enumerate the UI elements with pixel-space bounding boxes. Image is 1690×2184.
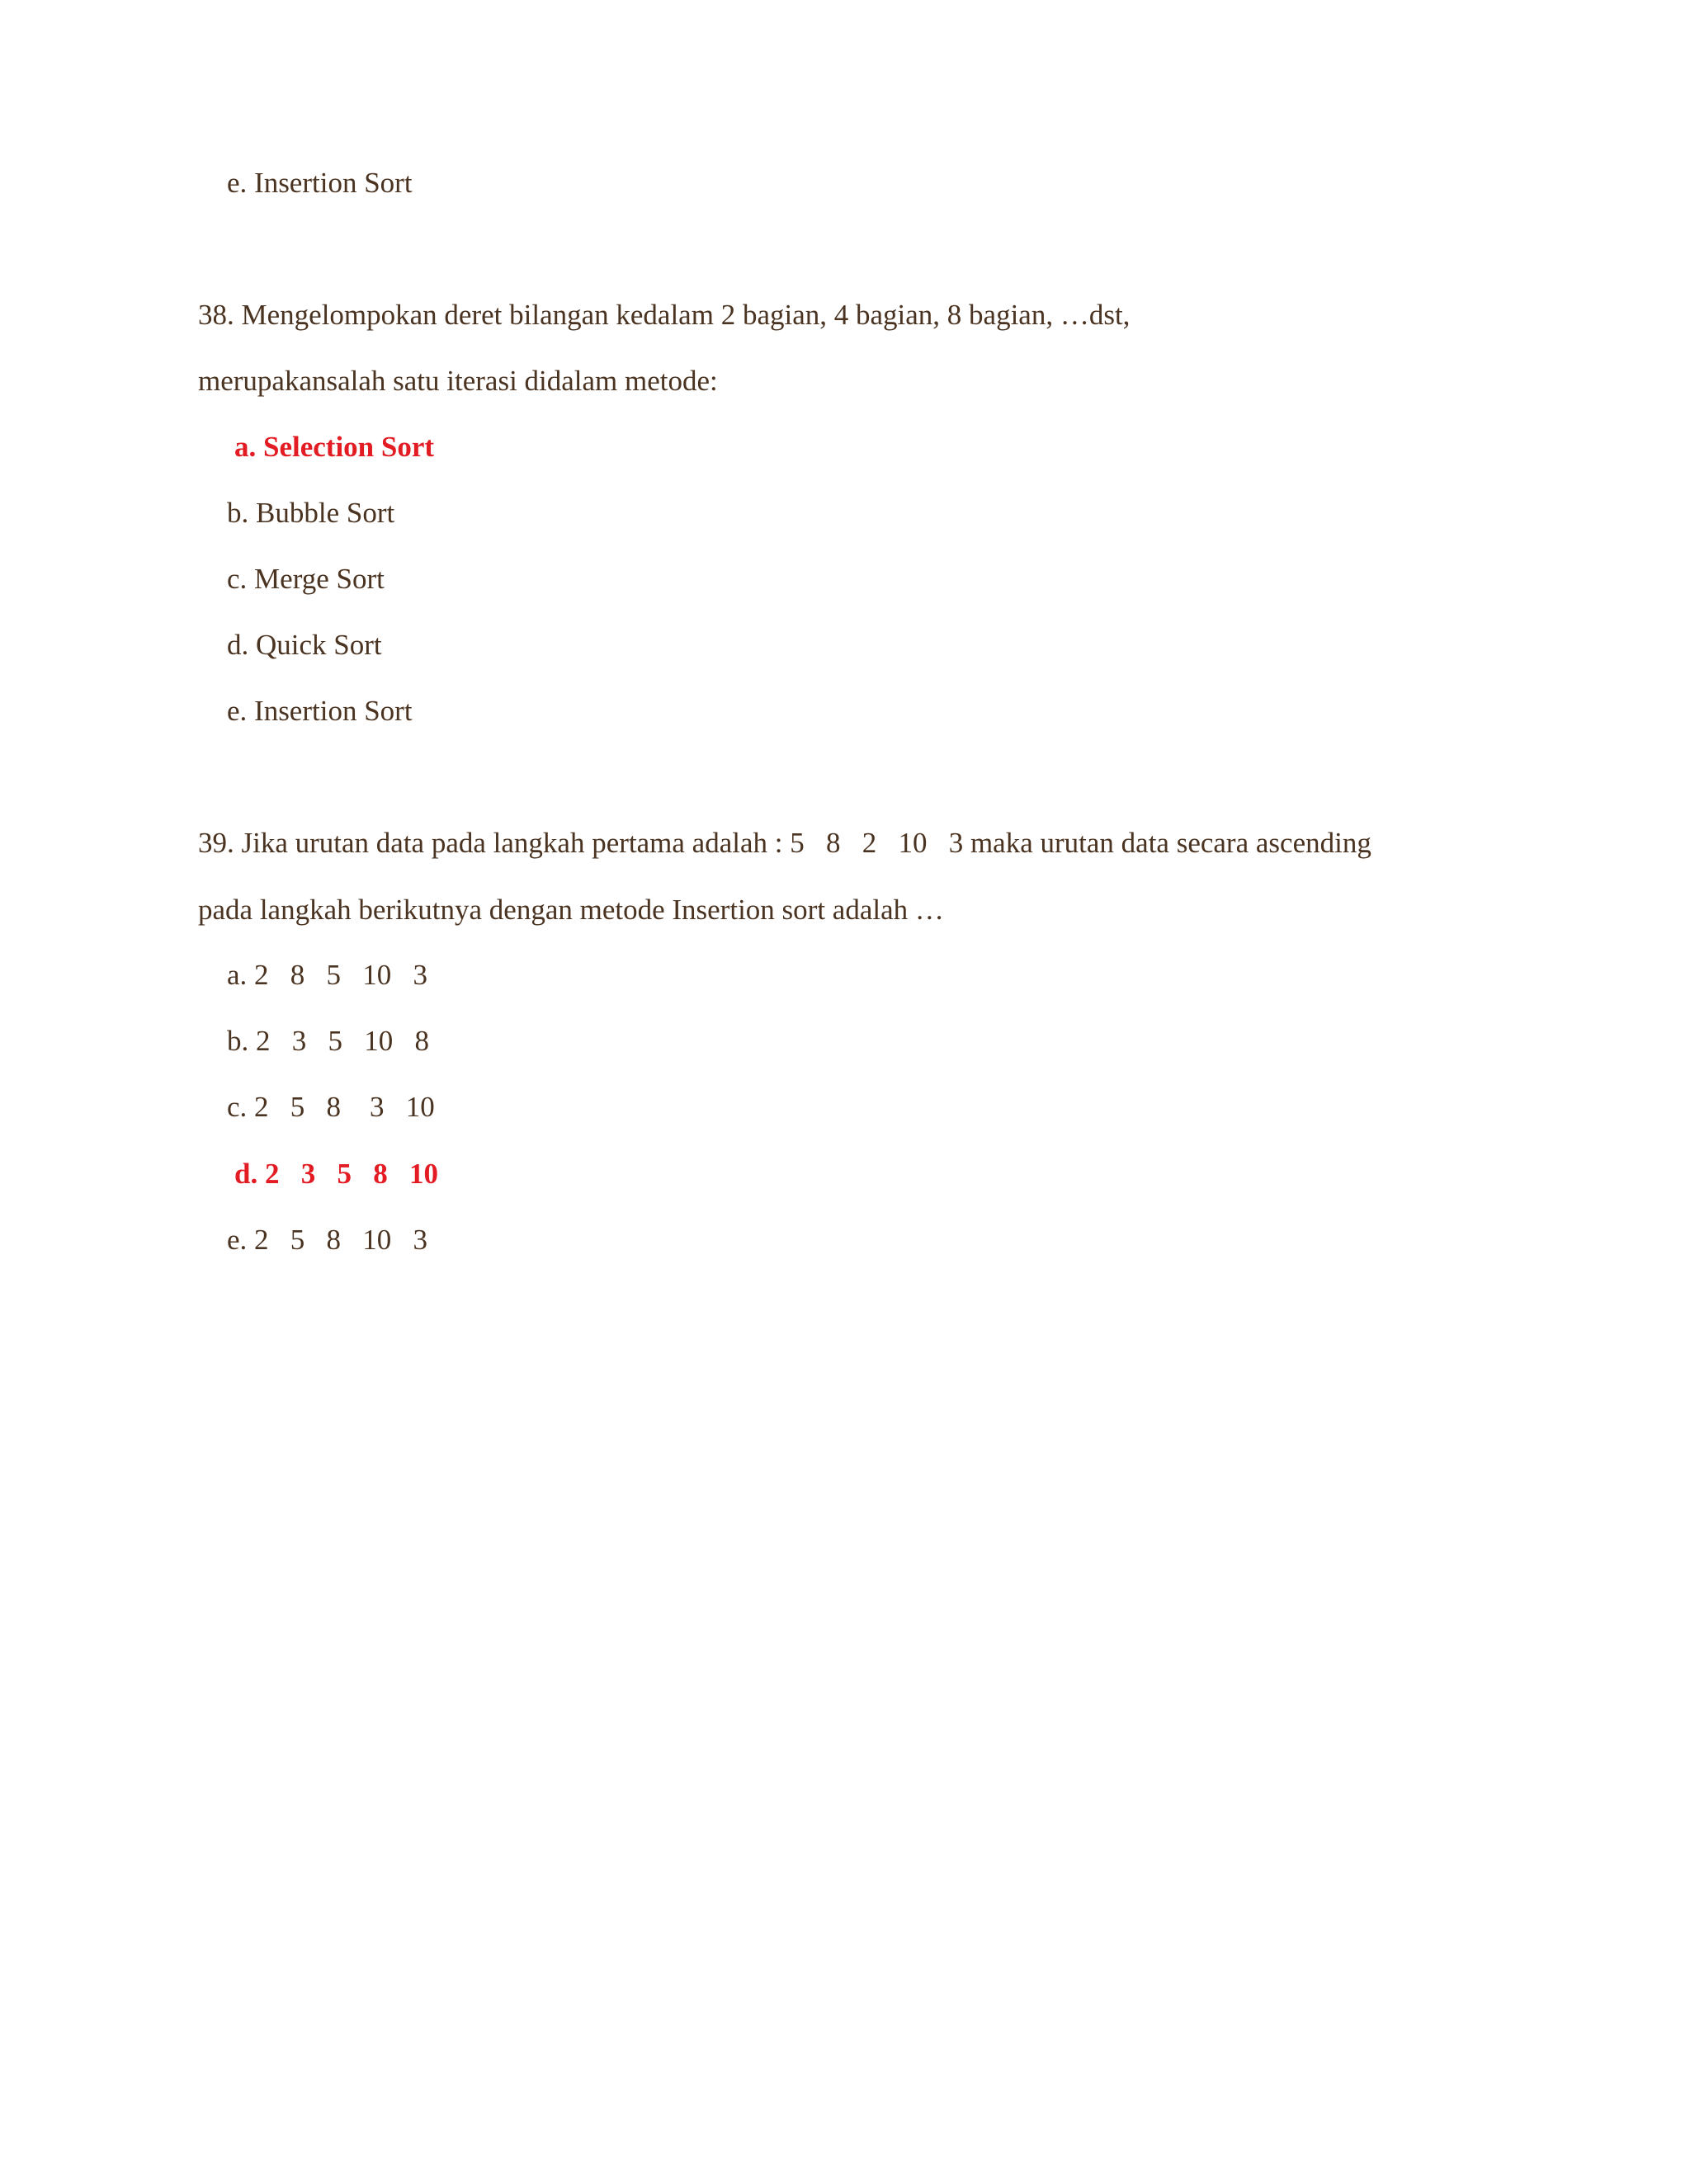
question-39-option-c: c. 2 5 8 3 10 — [227, 1091, 435, 1123]
question-38-text-line1: 38. Mengelompokan deret bilangan kedalam 2 bagian, 4 bagian, 8 bagian, …dst, — [198, 299, 1131, 331]
question-39-option-d-correct: d. 2 3 5 8 10 — [234, 1158, 438, 1190]
question-39-option-b: b. 2 3 5 10 8 — [227, 1025, 429, 1057]
question-38-option-b: b. Bubble Sort — [227, 497, 395, 529]
question-38-option-d: d. Quick Sort — [227, 629, 382, 661]
question-38-option-e: e. Insertion Sort — [227, 695, 413, 727]
question-39-text-line1: 39. Jika urutan data pada langkah pertama adalah : 5 8 2 10 3 maka urutan data secara ascending — [198, 827, 1371, 859]
prev-question-option-e: e. Insertion Sort — [227, 167, 413, 199]
question-39-option-a: a. 2 8 5 10 3 — [227, 959, 428, 991]
question-38-text-line2: merupakansalah satu iterasi didalam metode: — [198, 365, 718, 397]
question-38-option-a-correct: a. Selection Sort — [234, 431, 435, 463]
question-39-option-e: e. 2 5 8 10 3 — [227, 1224, 428, 1256]
question-39-text-line2: pada langkah berikutnya dengan metode Insertion sort adalah … — [198, 894, 944, 926]
question-38-option-c: c. Merge Sort — [227, 563, 385, 595]
